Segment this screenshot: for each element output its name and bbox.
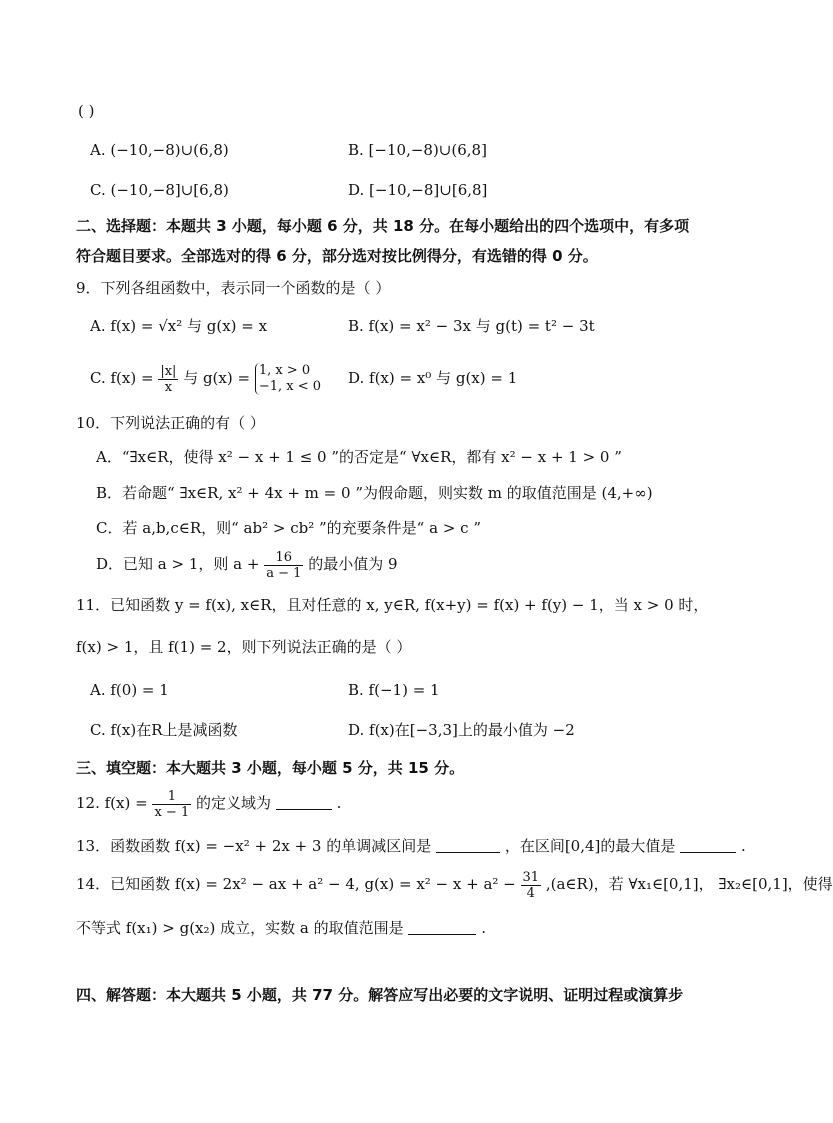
q9-option-c-mid: 与 g(x) = <box>183 369 251 387</box>
q11-option-c: C. f(x)在R上是减函数 <box>90 721 238 739</box>
q13 <box>76 836 746 856</box>
q8-option-c: C. (−10,−8]∪[6,8) <box>90 181 229 199</box>
q11-option-b: B. f(−1) = 1 <box>348 681 440 699</box>
answer-blank <box>408 920 476 935</box>
q10-option-a: A．“∃x∈R，使得 x² − x + 1 ≤ 0 ”的否定是“ ∀x∈R，都有 x² − x + 1 > 0 ” <box>96 448 622 466</box>
section2-heading-line2: 符合题目要求。全部选对的得 6 分，部分选对按比例得分，有选错的得 0 分。 <box>76 247 598 265</box>
q10-option-d <box>96 546 398 582</box>
q12-end: . <box>336 794 342 812</box>
q10-option-d-fraction <box>264 550 303 581</box>
q11-stem-line1: 11．已知函数 y = f(x), x∈R，且对任意的 x, y∈R, f(x+y) = f(x) + f(y) − 1，当 x > 0 时， <box>76 596 709 614</box>
fraction-numerator: 31 <box>522 869 540 885</box>
fraction-denominator: x − 1 <box>154 804 190 820</box>
section3-heading: 三、填空题：本大题共 3 小题，每小题 5 分，共 15 分。 <box>76 759 465 777</box>
q9-stem: 9．下列各组函数中，表示同一个函数的是（ ） <box>76 279 391 297</box>
q9-option-a: A. f(x) = √x² 与 g(x) = x <box>90 317 268 335</box>
q13-end: . <box>740 837 746 855</box>
q9-option-c-fraction <box>158 364 178 395</box>
q14-prefix: 14．已知函数 f(x) = 2x² − ax + a² − 4, g(x) = x² − x + a² − <box>76 875 516 893</box>
answer-blank <box>436 838 500 853</box>
fraction-denominator: x <box>164 379 173 395</box>
q14-line1 <box>76 866 833 902</box>
q14-suffix: ,(a∈R)，若 ∀x₁∈[0,1]， ∃x₂∈[0,1]，使得 <box>545 875 833 893</box>
piecewise-case-2: −1, x < 0 <box>258 379 322 394</box>
q10-stem: 10．下列说法正确的有（ ） <box>76 414 265 432</box>
q9-option-d: D. f(x) = x⁰ 与 g(x) = 1 <box>348 369 518 387</box>
q11-stem-line2: f(x) > 1，且 f(1) = 2，则下列说法正确的是（ ） <box>76 638 412 656</box>
q10-option-d-prefix: D．已知 a > 1，则 a + <box>96 555 260 573</box>
fraction-numerator: |x| <box>160 363 177 379</box>
q12-suffix: 的定义域为 <box>196 794 272 812</box>
q12 <box>76 785 341 821</box>
section4-heading: 四、解答题：本大题共 5 小题，共 77 分。解答应写出必要的文字说明、证明过程或演算步 <box>76 986 684 1004</box>
answer-blank <box>680 838 736 853</box>
q8-option-a: A. (−10,−8)∪(6,8) <box>90 141 229 159</box>
q14-line2-text: 不等式 f(x₁) > g(x₂) 成立，实数 a 的取值范围是 <box>76 919 404 937</box>
q9-option-c-prefix: C. f(x) = <box>90 369 154 387</box>
q9-option-c <box>90 360 321 396</box>
q14-line2 <box>76 918 486 938</box>
fraction-numerator: 16 <box>264 550 303 566</box>
answer-blank <box>276 795 332 810</box>
piecewise-brace <box>255 363 321 395</box>
q11-option-d: D. f(x)在[−3,3]上的最小值为 −2 <box>348 721 575 739</box>
section2-heading-line1: 二、选择题：本题共 3 小题，每小题 6 分，共 18 分。在每小题给出的四个选项中，有多项 <box>76 217 690 235</box>
q14-fraction <box>521 870 542 901</box>
fraction-denominator: 4 <box>526 885 535 901</box>
q8-option-d: D. [−10,−8]∪[6,8] <box>348 181 488 199</box>
q10-option-b: B．若命题“ ∃x∈R, x² + 4x + m = 0 ”为假命题，则实数 m 的取值范围是 (4,+∞) <box>96 484 653 502</box>
q8-option-b: B. [−10,−8)∪(6,8] <box>348 141 487 159</box>
q12-fraction <box>152 789 191 820</box>
q12-prefix: 12. f(x) = <box>76 794 148 812</box>
piecewise-case-1: 1, x > 0 <box>258 363 311 378</box>
q10-option-d-suffix: 的最小值为 9 <box>308 555 398 573</box>
q9-option-b: B. f(x) = x² − 3x 与 g(t) = t² − 3t <box>348 317 595 335</box>
q14-end: . <box>481 919 486 937</box>
answer-paren: ( ) <box>78 102 95 120</box>
q13-prefix: 13．函数函数 f(x) = −x² + 2x + 3 的单调减区间是 <box>76 837 432 855</box>
q11-option-a: A. f(0) = 1 <box>90 681 169 699</box>
q13-mid: ，在区间[0,4]的最大值是 <box>504 837 676 855</box>
fraction-denominator: a − 1 <box>266 565 302 581</box>
q10-option-c: C．若 a,b,c∈R，则“ ab² > cb² ”的充要条件是“ a > c ” <box>96 519 481 537</box>
fraction-numerator: 1 <box>152 789 191 805</box>
